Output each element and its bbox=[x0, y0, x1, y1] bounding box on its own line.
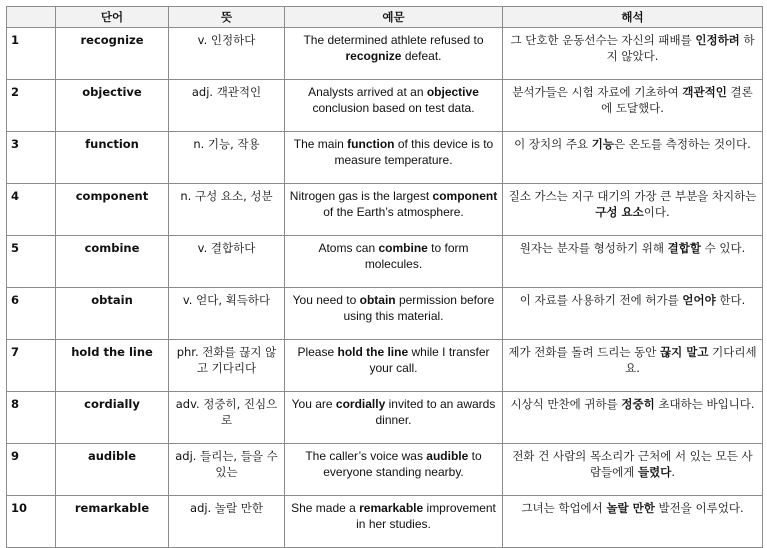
text-segment: 이다. bbox=[643, 205, 670, 219]
highlighted-term: function bbox=[347, 137, 395, 151]
word-cell: recognize bbox=[56, 28, 169, 80]
text-segment: while I transfer your call. bbox=[369, 345, 490, 375]
table-row bbox=[7, 340, 763, 392]
meaning-cell: v. 결합하다 bbox=[169, 236, 285, 288]
translation-cell bbox=[503, 28, 763, 80]
row-number: 10 bbox=[7, 496, 56, 548]
table-row bbox=[7, 80, 763, 132]
text-segment: Please bbox=[297, 345, 338, 359]
table-row bbox=[7, 288, 763, 340]
text-segment: 결론에 도달했다. bbox=[601, 85, 753, 115]
highlighted-term: 끊지 말고 bbox=[660, 345, 709, 359]
example-cell bbox=[285, 28, 503, 80]
text-segment: 하지 않았다. bbox=[606, 33, 755, 63]
meaning-cell: adv. 정중히, 진심으로 bbox=[169, 392, 285, 444]
example-cell bbox=[285, 392, 503, 444]
table-row bbox=[7, 28, 763, 80]
table-row bbox=[7, 236, 763, 288]
meaning-cell: v. 인정하다 bbox=[169, 28, 285, 80]
text-segment: 시상식 만찬에 귀하를 bbox=[510, 397, 622, 411]
example-cell bbox=[285, 132, 503, 184]
text-segment: to form molecules. bbox=[364, 241, 469, 271]
text-segment: The main bbox=[293, 137, 348, 151]
text-segment: Atoms can bbox=[318, 241, 379, 255]
text-segment: 은 온도를 측정하는 것이다. bbox=[614, 137, 751, 151]
text-segment: 질소 가스는 지구 대기의 가장 큰 부분을 차지하는 bbox=[508, 189, 757, 203]
text-segment: You are bbox=[291, 397, 336, 411]
text-segment: 제가 전화를 돌려 드리는 동안 bbox=[508, 345, 661, 359]
highlighted-term: 기능 bbox=[591, 137, 614, 151]
text-segment: 그녀는 학업에서 bbox=[521, 501, 607, 515]
translation-cell bbox=[503, 288, 763, 340]
text-segment: 그 단호한 운동선수는 자신의 패배를 bbox=[510, 33, 696, 47]
meaning-cell: n. 기능, 작용 bbox=[169, 132, 285, 184]
word-cell: remarkable bbox=[56, 496, 169, 548]
highlighted-term: cordially bbox=[335, 397, 386, 411]
word-cell: objective bbox=[56, 80, 169, 132]
highlighted-term: audible bbox=[426, 449, 469, 463]
translation-cell bbox=[503, 132, 763, 184]
row-number: 5 bbox=[7, 236, 56, 288]
text-segment: 이 자료를 사용하기 전에 허가를 bbox=[519, 293, 683, 307]
vocabulary-table bbox=[6, 6, 763, 548]
header-number bbox=[7, 7, 56, 28]
example-cell bbox=[285, 340, 503, 392]
word-cell: combine bbox=[56, 236, 169, 288]
example-cell bbox=[285, 496, 503, 548]
highlighted-term: 정중히 bbox=[621, 397, 655, 411]
word-cell: audible bbox=[56, 444, 169, 496]
header-row bbox=[7, 7, 763, 28]
translation-cell bbox=[503, 184, 763, 236]
table-body bbox=[7, 28, 763, 548]
row-number: 2 bbox=[7, 80, 56, 132]
highlighted-term: combine bbox=[378, 241, 428, 255]
text-segment: You need to bbox=[292, 293, 360, 307]
translation-cell bbox=[503, 236, 763, 288]
text-segment: The determined athlete refused to bbox=[303, 33, 484, 47]
word-cell: hold the line bbox=[56, 340, 169, 392]
text-segment: 분석가들은 시험 자료에 기초하여 bbox=[512, 85, 683, 99]
highlighted-term: objective bbox=[426, 85, 479, 99]
example-cell bbox=[285, 288, 503, 340]
row-number: 1 bbox=[7, 28, 56, 80]
row-number: 3 bbox=[7, 132, 56, 184]
header-translation: 해석 bbox=[503, 7, 763, 28]
highlighted-term: 객관적인 bbox=[682, 85, 727, 99]
highlighted-term: 놀랄 만한 bbox=[606, 501, 655, 515]
translation-cell bbox=[503, 496, 763, 548]
text-segment: 원자는 분자를 형성하기 위해 bbox=[519, 241, 668, 255]
meaning-cell: adj. 객관적인 bbox=[169, 80, 285, 132]
meaning-cell: adj. 들리는, 들을 수 있는 bbox=[169, 444, 285, 496]
text-segment: 전화 건 사람의 목소리가 근처에 서 있는 모든 사람들에게 bbox=[512, 449, 753, 479]
highlighted-term: component bbox=[432, 189, 498, 203]
table-row bbox=[7, 496, 763, 548]
text-segment: . bbox=[671, 465, 676, 479]
header-meaning: 뜻 bbox=[169, 7, 285, 28]
text-segment: defeat. bbox=[401, 49, 442, 63]
text-segment: 수 있다. bbox=[700, 241, 746, 255]
translation-cell bbox=[503, 80, 763, 132]
highlighted-term: 얻어야 bbox=[682, 293, 716, 307]
translation-cell bbox=[503, 444, 763, 496]
highlighted-term: 들렸다 bbox=[638, 465, 672, 479]
text-segment: 기다리세요. bbox=[625, 345, 757, 375]
text-segment: improvement in her studies. bbox=[356, 501, 496, 531]
example-cell bbox=[285, 80, 503, 132]
meaning-cell: n. 구성 요소, 성분 bbox=[169, 184, 285, 236]
row-number: 4 bbox=[7, 184, 56, 236]
translation-cell bbox=[503, 392, 763, 444]
highlighted-term: remarkable bbox=[359, 501, 424, 515]
example-cell bbox=[285, 236, 503, 288]
table-row bbox=[7, 444, 763, 496]
header-word: 단어 bbox=[56, 7, 169, 28]
text-segment: 발전을 이루었다. bbox=[654, 501, 744, 515]
example-cell bbox=[285, 444, 503, 496]
word-cell: cordially bbox=[56, 392, 169, 444]
text-segment: conclusion based on test data. bbox=[312, 101, 475, 115]
highlighted-term: hold the line bbox=[337, 345, 409, 359]
header-example: 예문 bbox=[285, 7, 503, 28]
text-segment: permission before using this material. bbox=[343, 293, 495, 323]
text-segment: Analysts arrived at an bbox=[308, 85, 427, 99]
text-segment: She made a bbox=[291, 501, 360, 515]
table-row bbox=[7, 184, 763, 236]
row-number: 7 bbox=[7, 340, 56, 392]
text-segment: 이 장치의 주요 bbox=[514, 137, 592, 151]
table-row bbox=[7, 132, 763, 184]
meaning-cell: adj. 놀랄 만한 bbox=[169, 496, 285, 548]
word-cell: obtain bbox=[56, 288, 169, 340]
meaning-cell: v. 얻다, 획득하다 bbox=[169, 288, 285, 340]
text-segment: invited to an awards dinner. bbox=[375, 397, 496, 427]
text-segment: Nitrogen gas is the largest bbox=[289, 189, 433, 203]
text-segment: to everyone standing nearby. bbox=[323, 449, 482, 479]
translation-cell bbox=[503, 340, 763, 392]
highlighted-term: 결합할 bbox=[667, 241, 701, 255]
word-cell: function bbox=[56, 132, 169, 184]
word-cell: component bbox=[56, 184, 169, 236]
highlighted-term: 인정하려 bbox=[695, 33, 740, 47]
row-number: 6 bbox=[7, 288, 56, 340]
text-segment: 초대하는 바입니다. bbox=[654, 397, 755, 411]
meaning-cell: phr. 전화를 끊지 않고 기다리다 bbox=[169, 340, 285, 392]
text-segment: of the Earth’s atmosphere. bbox=[323, 205, 464, 219]
text-segment: of this device is to measure temperature. bbox=[334, 137, 494, 167]
text-segment: The caller’s voice was bbox=[305, 449, 427, 463]
row-number: 8 bbox=[7, 392, 56, 444]
example-cell bbox=[285, 184, 503, 236]
highlighted-term: obtain bbox=[359, 293, 396, 307]
row-number: 9 bbox=[7, 444, 56, 496]
text-segment: 한다. bbox=[715, 293, 746, 307]
table-row bbox=[7, 392, 763, 444]
highlighted-term: 구성 요소 bbox=[595, 205, 644, 219]
highlighted-term: recognize bbox=[345, 49, 402, 63]
